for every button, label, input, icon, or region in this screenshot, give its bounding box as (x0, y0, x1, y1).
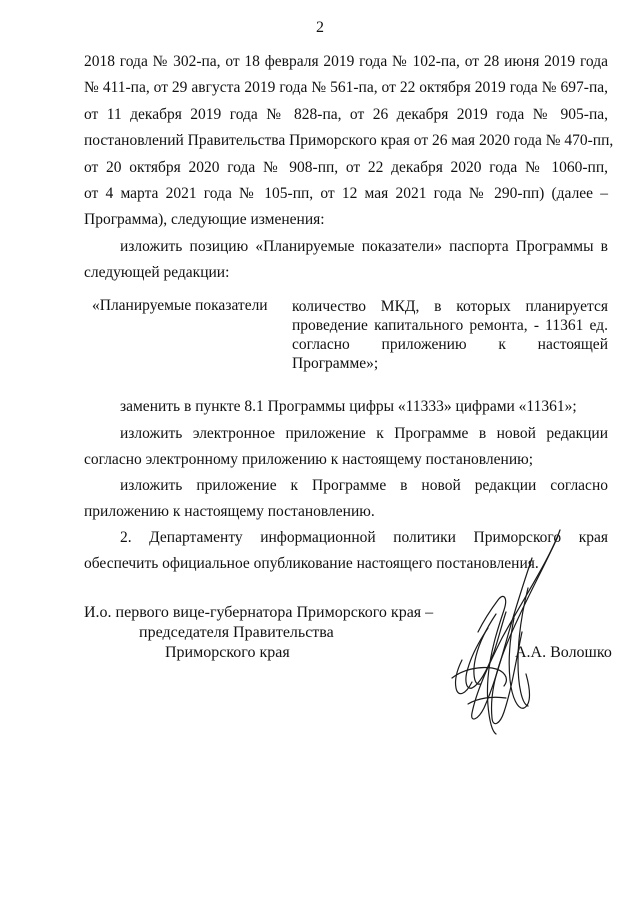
text-line: Программе»; (292, 355, 379, 372)
text-line: 2. Департаменту информационной политики Приморского края (120, 529, 608, 546)
text-line: № 411-па, от 29 августа 2019 года № 561-па, от 22 октября 2019 года № 697-па, (84, 79, 608, 96)
text-line: проведение капитального ремонта, - 11361 ед. (292, 317, 608, 334)
text-line: обеспечить официальное опубликование настоящего постановления. (84, 555, 539, 572)
signatory-title-line3: Приморского края (165, 644, 290, 661)
text-line: следующей редакции: (84, 264, 230, 281)
text-line: от 20 октября 2020 года № 908-пп, от 22 декабря 2020 года № 1060-пп, (84, 159, 608, 176)
signatory-title: И.о. первого вице-губернатора Приморского края – (84, 604, 434, 621)
text-line: от 11 декабря 2019 года № 828-па, от 26 декабря 2019 года № 905-па, (84, 106, 608, 123)
text-line: количество МКД, в которых планируется (292, 298, 608, 315)
text-line: Программа), следующие изменения: (84, 211, 325, 228)
page-number: 2 (316, 19, 324, 36)
text-line: изложить позицию «Планируемые показатели» паспорта Программы в (120, 238, 608, 255)
signatory-name: А.А. Волошко (515, 644, 612, 661)
text-line: постановлений Правительства Приморского края от 26 мая 2020 года № 470-пп, (84, 132, 614, 149)
text-line: 2018 года № 302-па, от 18 февраля 2019 года № 102-па, от 28 июня 2019 года (84, 53, 608, 70)
signatory-title-line2: председателя Правительства (139, 624, 334, 641)
text-line: от 4 марта 2021 года № 105-пп, от 12 мая 2021 года № 290-пп) (далее – (84, 185, 608, 202)
passport-label: «Планируемые показатели (92, 297, 268, 314)
text-line: согласно электронному приложению к настоящему постановлению; (84, 451, 534, 468)
text-line: приложению к настоящему постановлению. (84, 503, 375, 520)
text-line: изложить приложение к Программе в новой редакции согласно (120, 477, 608, 494)
text-line: заменить в пункте 8.1 Программы цифры «11333» цифрами «11361»; (120, 398, 577, 415)
handwritten-signature (432, 528, 572, 738)
text-line: изложить электронное приложение к Программе в новой редакции (120, 425, 608, 442)
text-line: согласно приложению к настоящей (292, 336, 608, 353)
